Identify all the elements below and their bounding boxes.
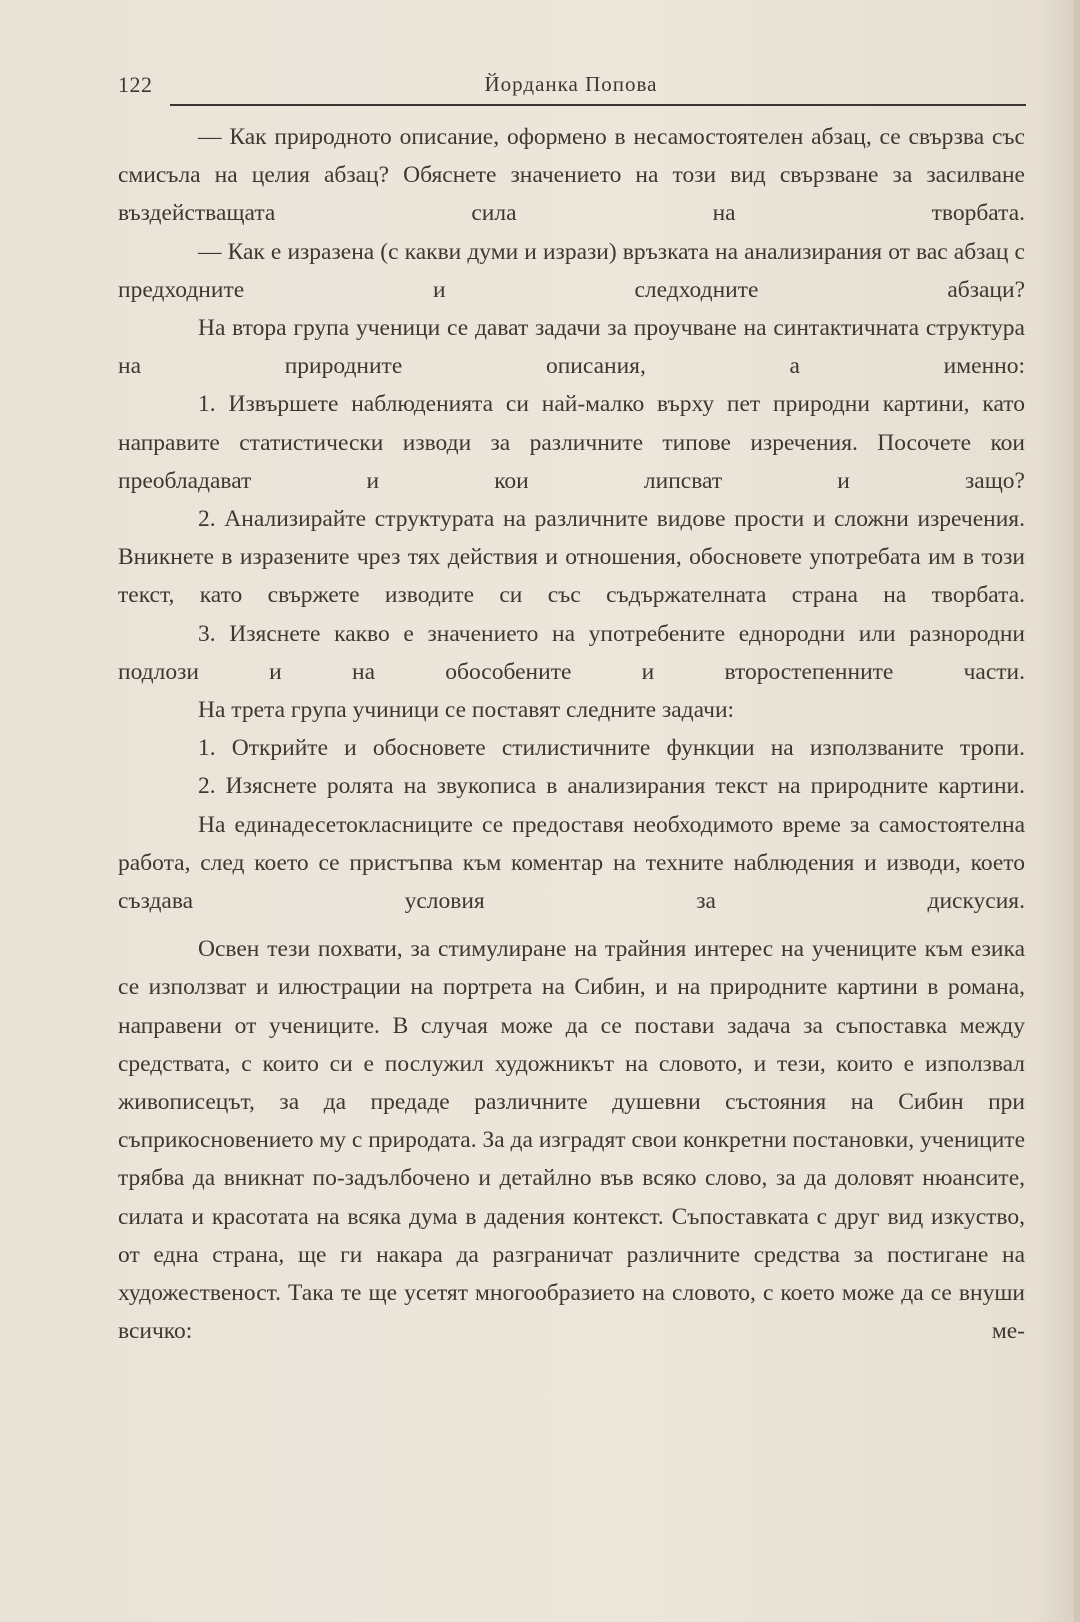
page-header [118,72,1024,106]
paragraph: На трета група учиници се поставят следните задачи: [198,697,735,724]
header-rule [170,104,1026,106]
paragraph: 3. Изяснете какво е значението на употребените еднородни или разнородни подлози и на обособените и второстепенните части. [118,620,1025,685]
paragraph: 2. Изяснете ролята на звукописа в анализирания текст на природните картини. [198,773,1025,800]
paragraph: — Как е изразена (с какви думи и изрази) връзката на анализирания от вас абзац с предходните и следходните абзаци? [118,238,1025,303]
paragraph: Освен тези похвати, за стимулиране на трайния интерес на учениците към езика се използват и илюстрации на портрета на Сибин, и на природните картини в романа, направени от учениците. В случая може да се постави задача за съпоставка между средствата, с които си е послужил художникът на словото, и тези, които е използвал живописецът, за да предаде различните душевни състояния на Сибин при съприкосновението му с природата. За да изградят свои конкретни постановки, учениците трябва да вникнат по-задълбочено и детайлно във всяко слово, за да доловят нюансите, силата и красотата на всяка дума в дадения контекст. Съпоставката с друг вид изкуство, от една страна, ще ги накара да разграничат различните средства за постигане на художественост. Така те ще усетят многообразието на словото, с което може да се внуши всичко: ме- [118,936,1025,1345]
page-number: 122 [118,72,153,97]
body-text [118,118,1025,1351]
page-edge-shadow [1074,0,1080,1622]
paragraph: 1. Извършете наблюденията си най-малко върху пет природни картини, като направите статистически изводи за различните типове изречения. Посочете кои преобладават и кои липсват и защо? [118,391,1025,494]
paragraph: На втора група ученици се дават задачи за проучване на синтактичната структура на природните описания, а именно: [118,315,1025,380]
paragraph: 1. Открийте и обосновете стилистичните функции на използваните тропи. [198,735,1025,762]
running-head-author: Йорданка Попова [484,72,658,96]
paragraph: На единадесетокласниците се предоставя необходимото време за самостоятелна работа, след което се пристъпва към коментар на техните наблюдения и изводи, което създава условия за дискусия. [118,811,1025,915]
paragraph: 2. Анализирайте структурата на различните видове прости и сложни изречения. Вникнете в изразените чрез тях действия и отношения, обосновете употребата им в този текст, като свържете изводите си със съдържателната страна на творбата. [118,506,1025,609]
paragraph: — Как природното описание, оформено в несамостоятелен абзац, се свързва със смисъла на целия абзац? Обяснете значението на този вид свързване за засилване въздействащата сила на творбата. [118,124,1025,227]
